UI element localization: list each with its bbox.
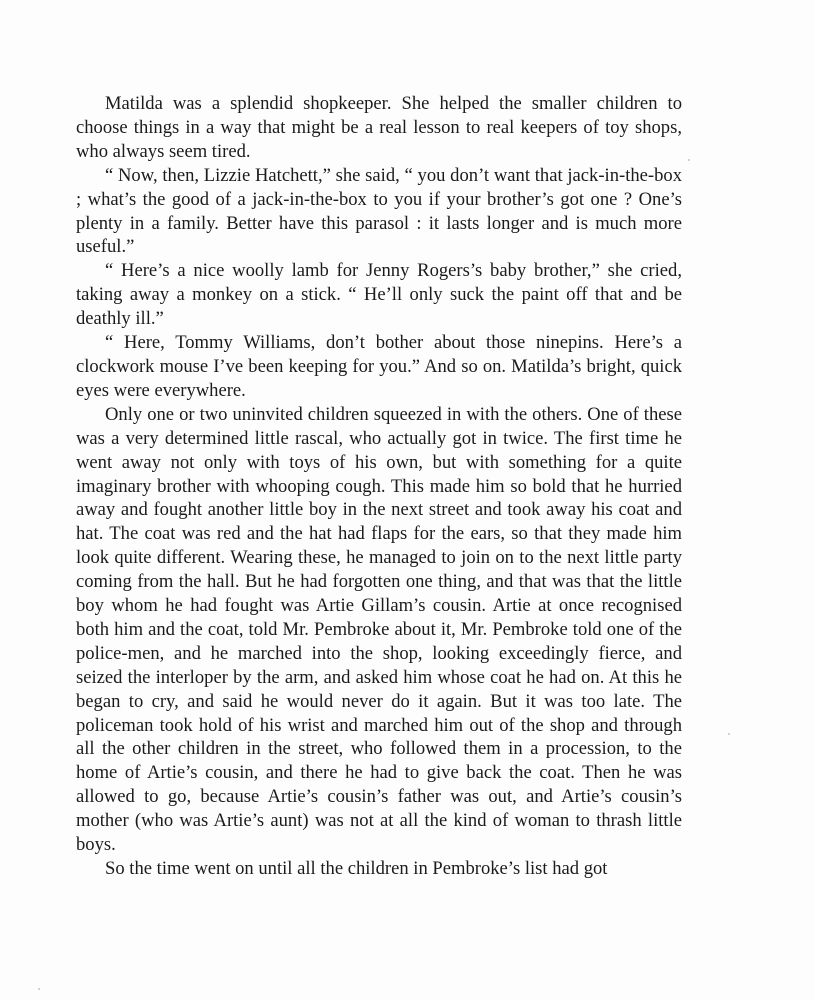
print-speck (728, 733, 730, 735)
paragraph-uninvited-children: Only one or two uninvited children squeezed in with the others. One of these was a very determined little rascal, who actually got in twice. The first time he went away not only with toys of his own, but with something for a quite imaginary brother with whooping cough. This made him so bold that he hurried away and fought another little boy in the next street and took away his coat and hat. The coat was red and the hat had flaps for the ears, so that they made him look quite different. Wearing these, he managed to join on to the next little party coming from the hall. But he had forgotten one thing, and that was that the little boy whom he had fought was Artie Gillam’s cousin. Artie at once recognised both him and the coat, told Mr. Pembroke about it, Mr. Pembroke told one of the police-men, and he marched into the shop, looking exceedingly fierce, and seized the interloper by the arm, and asked him whose coat he had on. At this he began to cry, and said he would never do it again. But it was too late. The policeman took hold of his wrist and marched him out of the shop and through all the other children in the street, who followed them in a procession, to the home of Artie’s cousin, and there he had to give back the coat. Then he was allowed to go, because Artie’s cousin’s father was out, and Artie’s cousin’s mother (who was Artie’s aunt) was not at all the kind of woman to thrash little boys. (76, 403, 682, 856)
print-speck (38, 988, 40, 990)
body-text (76, 92, 682, 881)
paragraph-lizzie-hatchett: “ Now, then, Lizzie Hatchett,” she said, “ you don’t want that jack-in-the-box ; what’s the good of a jack-in-the-box to you if your brother’s got one ? One’s plenty in a family. Better have this parasol : it lasts longer and is much more useful.” (76, 164, 682, 258)
paragraph-matilda-shopkeeper: Matilda was a splendid shopkeeper. She helped the smaller children to choose things in a way that might be a real lesson to real keepers of toy shops, who always seem tired. (76, 93, 682, 162)
print-speck (688, 159, 690, 161)
paragraph-woolly-lamb: “ Here’s a nice woolly lamb for Jenny Rogers’s baby brother,” she cried, taking away a monkey on a stick. “ He’ll only suck the paint off that and be deathly ill.” (76, 260, 682, 330)
paragraph-pembroke-list: So the time went on until all the children in Pembroke’s list had got (105, 858, 608, 879)
paragraph-tommy-williams: “ Here, Tommy Williams, don’t bother about those ninepins. Here’s a clockwork mouse I’ve been keeping for you.” And so on. Matilda’s bright, quick eyes were everywhere. (76, 332, 682, 401)
